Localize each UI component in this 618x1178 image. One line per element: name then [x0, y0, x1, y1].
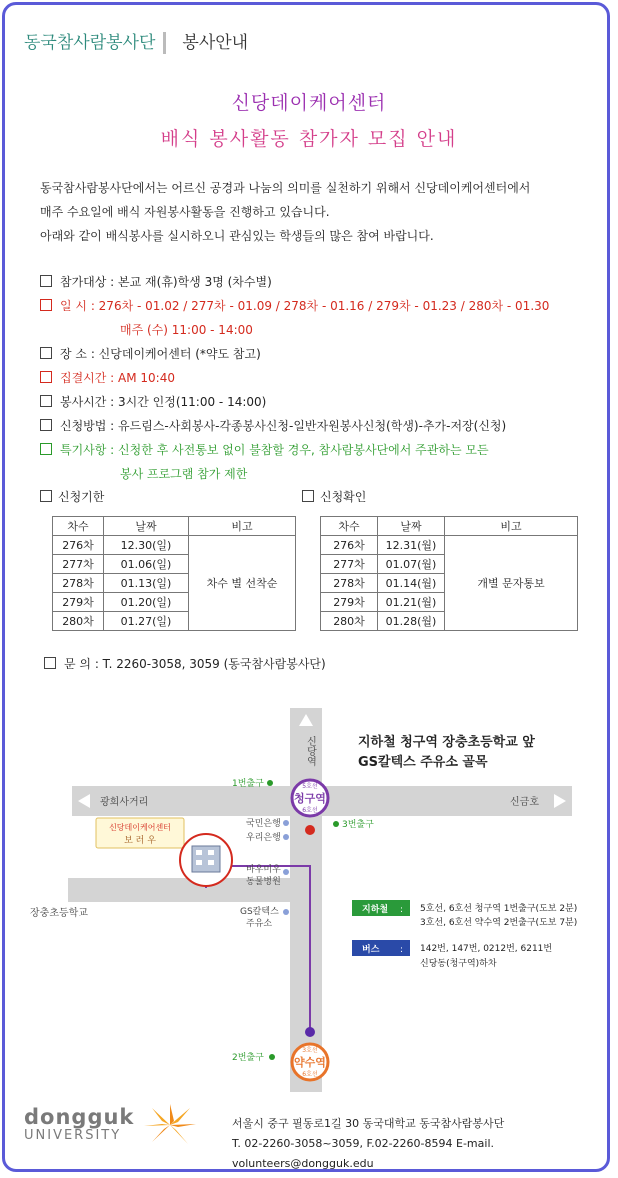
exit2-label: 2번출구: [232, 1053, 264, 1063]
address-line: 서울시 중구 필동로1길 30 동국대학교 동국참사람봉사단: [232, 1117, 505, 1130]
detail-date-cont: 매주 (수) 11:00 - 14:00: [120, 323, 253, 337]
poi-label: 동물병원: [246, 877, 281, 887]
station-name: 약수역: [294, 1056, 326, 1069]
intro-line: 아래와 같이 배식봉사를 실시하오니 관심있는 학생들의 많은 참여 바랍니다.: [40, 229, 434, 243]
title-line-2: 배식 봉사활동 참가자 모집 안내: [160, 128, 458, 150]
line-label: 6호선: [302, 1071, 318, 1078]
intro-line: 동국참사람봉사단에서는 어르신 공경과 나눔의 의미를 실천하기 위해서 신당데이케어센터에서: [40, 181, 531, 195]
table-cell: 277차: [321, 555, 378, 574]
line-label: 5호선: [302, 783, 318, 790]
checkbox-icon: [40, 347, 52, 359]
poi-marker: [283, 820, 289, 826]
tag-colon: :: [400, 905, 404, 915]
detail-text: 참가대상 : 본교 재(휴)학생 3명 (차수별): [60, 275, 272, 289]
exit-marker: [333, 821, 339, 827]
col-header: 차수: [321, 517, 378, 536]
col-header: 비고: [445, 517, 578, 536]
col-header: 날짜: [104, 517, 189, 536]
table-header-row: [53, 517, 296, 536]
exit3-label: 3번출구: [342, 820, 374, 830]
table-cell: 278차: [53, 574, 104, 593]
exit-marker: [269, 1054, 275, 1060]
table-header-row: [321, 517, 578, 536]
col-header: 비고: [189, 517, 296, 536]
checkbox-icon: [40, 419, 52, 431]
detail-target: [40, 270, 610, 294]
checkbox-icon: [40, 299, 52, 311]
subway-line-1: 5호선, 6호선 청구역 1번출구(도보 2분): [420, 904, 578, 914]
poi-label: 주유소: [246, 919, 273, 929]
poi-label: 국민은행: [246, 819, 281, 829]
section-name: 봉사안내: [182, 33, 249, 53]
checkbox-icon: [40, 443, 52, 455]
table-cell: 12.30(일): [104, 536, 189, 555]
detail-text: 장 소 : 신당데이케어센터 (*약도 참고): [60, 347, 261, 361]
poi-label: GS칼텍스: [240, 907, 279, 917]
detail-text: 특기사항 : 신청한 후 사전통보 없이 불참할 경우, 참사람봉사단에서 주관하는 모든: [60, 443, 489, 457]
poi-label: 우리은행: [246, 833, 281, 843]
col-header: 차수: [53, 517, 104, 536]
table-cell: 280차: [321, 612, 378, 631]
table-cell: 01.28(월): [378, 612, 445, 631]
logo-word: dongguk: [24, 1105, 135, 1129]
header-divider: [163, 32, 166, 54]
road-west-label: 광희사거리: [100, 797, 149, 808]
bus-line-2: 신당동(청구역)하차: [420, 959, 497, 969]
title-line-1: 신당데이케어센터: [231, 92, 387, 114]
building-icon: [192, 846, 220, 872]
poi-marker: [283, 834, 289, 840]
map-heading-2: GS칼텍스 주유소 골목: [358, 755, 488, 770]
detail-text: 일 시 : 276차 - 01.02 / 277차 - 01.09 / 278차 - 01.16 / 279차 - 01.23 / 280차 - 01.30: [60, 299, 550, 313]
deadline-label: [40, 488, 104, 505]
detail-date: [40, 294, 610, 318]
col-header: 날짜: [378, 517, 445, 536]
table-cell: 279차: [321, 593, 378, 612]
route-start-marker: [305, 825, 315, 835]
line-label: 3호선: [302, 1047, 318, 1054]
inquiry-text: 문 의 : T. 2260-3058, 3059 (동국참사람봉사단): [64, 657, 326, 671]
detail-text: 신청방법 : 유드림스-사회봉사-각종봉사신청-일반자원봉사신청(학생)-추가-저장(신청): [60, 419, 507, 433]
building-window: [196, 850, 202, 855]
confirm-label: [302, 488, 366, 505]
remark-cell: 차수 별 선착순: [189, 536, 296, 631]
center-sub: 보 러 우: [124, 836, 156, 846]
deadline-label-text: 신청기한: [58, 490, 105, 504]
tag-colon: :: [400, 945, 404, 955]
remark-cell: 개별 문자통보: [445, 536, 578, 631]
road-north-label: 신당역: [304, 736, 316, 766]
poi-marker: [283, 909, 289, 915]
exit-marker: [267, 780, 273, 786]
map-heading-1: 지하철 청구역 장충초등학교 앞: [358, 735, 535, 750]
detail-note: [40, 438, 610, 462]
table-cell: 280차: [53, 612, 104, 631]
table-row: [321, 536, 578, 555]
line-label: 6호선: [302, 807, 318, 814]
table-cell: 01.06(일): [104, 555, 189, 574]
detail-gather: [40, 366, 610, 390]
center-name: 신당데이케어센터: [109, 823, 171, 832]
table-cell: 01.27(일): [104, 612, 189, 631]
building-window: [208, 860, 214, 865]
checkbox-icon: [40, 275, 52, 287]
subway-line-2: 3호선, 6호선 약수역 2번출구(도보 7분): [420, 918, 578, 928]
bus-tag-text: 버스: [362, 945, 380, 955]
table-cell: 01.21(월): [378, 593, 445, 612]
table-cell: 01.14(월): [378, 574, 445, 593]
deadline-table: [52, 516, 296, 631]
table-cell: 276차: [53, 536, 104, 555]
exit1-label: 1번출구: [232, 779, 264, 789]
contact-line: T. 02-2260-3058~3059, F.02-2260-8594 E-mail. volunteers@dongguk.edu: [232, 1137, 494, 1170]
checkbox-icon: [40, 490, 52, 502]
building-window: [208, 850, 214, 855]
table-cell: 277차: [53, 555, 104, 574]
confirm-table: [320, 516, 578, 631]
table-cell: 01.07(월): [378, 555, 445, 574]
page-header: [24, 28, 248, 54]
confirm-label-text: 신청확인: [320, 490, 367, 504]
checkbox-icon: [40, 395, 52, 407]
sunburst-logo-icon: [142, 1104, 198, 1146]
table-cell: 279차: [53, 593, 104, 612]
table-cell: 01.13(일): [104, 574, 189, 593]
table-cell: 12.31(월): [378, 536, 445, 555]
table-cell: 01.20(일): [104, 593, 189, 612]
checkbox-icon: [40, 371, 52, 383]
table-cell: 278차: [321, 574, 378, 593]
building-window: [196, 860, 202, 865]
university-logo: [24, 1106, 134, 1144]
table-cell: 276차: [321, 536, 378, 555]
checkbox-icon: [44, 657, 56, 669]
inquiry-row: [44, 655, 326, 672]
intro-paragraph: [40, 176, 600, 248]
school-label: 장충초등학교: [30, 908, 88, 919]
station-name: 청구역: [294, 792, 326, 805]
location-map: [20, 700, 598, 1092]
table-row: [53, 536, 296, 555]
org-name: 동국참사람봉사단: [24, 33, 156, 53]
intro-line: 매주 수요일에 배식 자원봉사활동을 진행하고 있습니다.: [40, 205, 330, 219]
road-east-label: 신금호: [510, 797, 539, 808]
footer-address: [232, 1114, 618, 1174]
detail-hours: [40, 390, 610, 414]
detail-text: 집결시간 : AM 10:40: [60, 371, 175, 385]
detail-method: [40, 414, 610, 438]
checkbox-icon: [302, 490, 314, 502]
details-list: [40, 270, 610, 486]
poi-marker: [283, 869, 289, 875]
bus-line-1: 142번, 147번, 0212번, 6211번: [420, 944, 553, 954]
detail-place: [40, 342, 610, 366]
logo-university: UNIVERSITY: [24, 1128, 122, 1143]
poi-label: 바우미우: [246, 865, 281, 875]
subway-tag-text: 지하철: [362, 905, 389, 915]
route-end-marker: [305, 1027, 315, 1037]
detail-text: 봉사시간 : 3시간 인정(11:00 - 14:00): [60, 395, 267, 409]
detail-note-cont: 봉사 프로그램 참가 제한: [120, 467, 248, 481]
